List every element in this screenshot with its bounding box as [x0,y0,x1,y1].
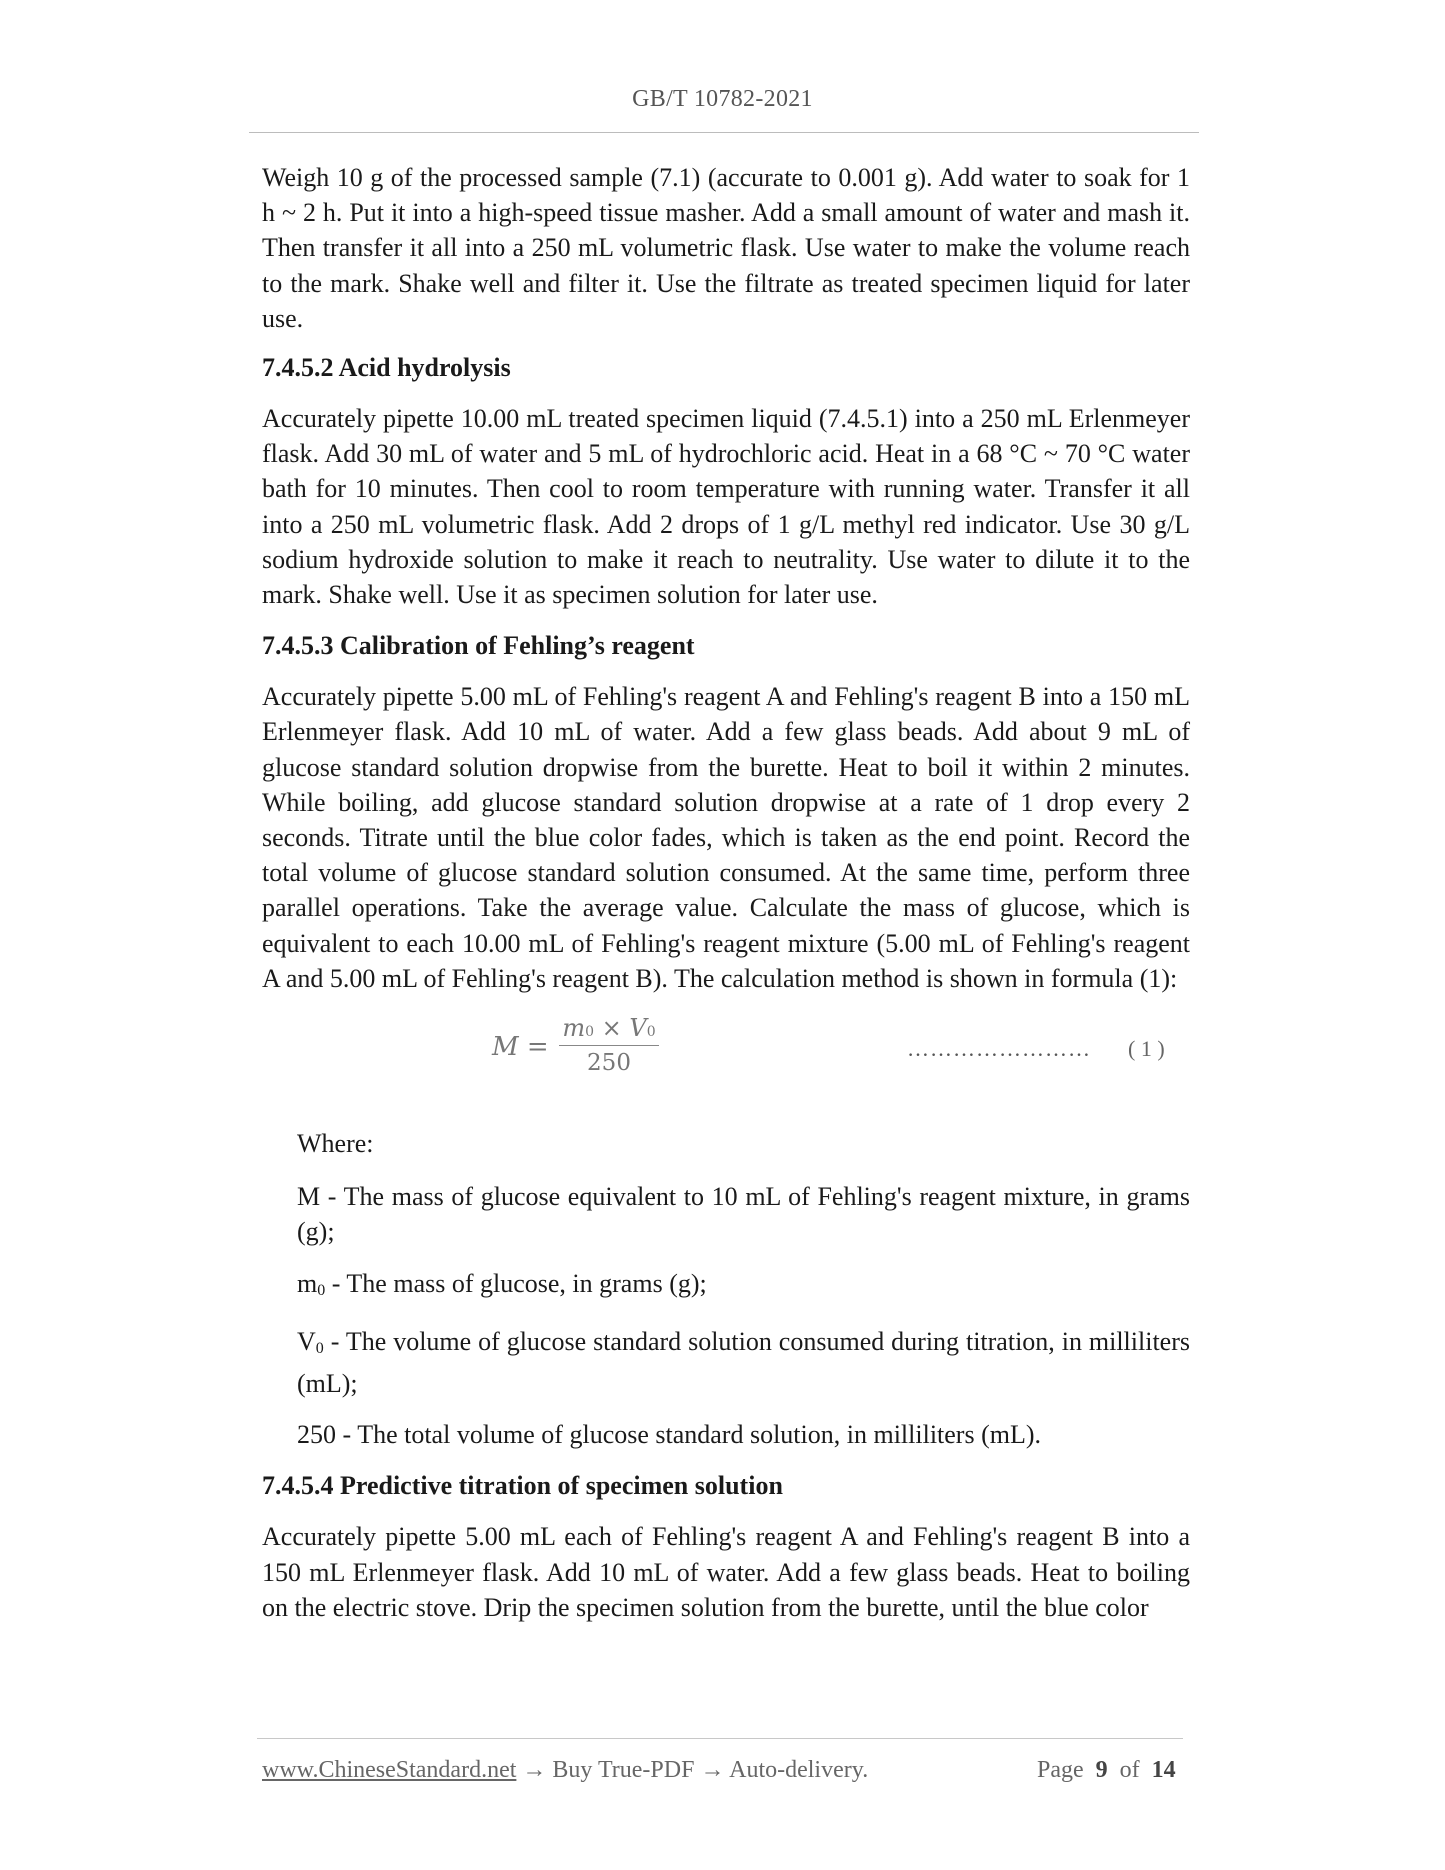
page-label: Page [1037,1757,1084,1783]
paragraph-acid-hydrolysis: Accurately pipette 10.00 mL treated specimen liquid (7.4.5.1) into a 250 mL Erlenmeyer flask. Add 30 mL of water and 5 mL of hydrochloric acid. Heat in a 68 °C ~ 70 °C water bath for 10 minutes. Then cool to room temperature with running water. Transfer it all into a 250 mL volumetric flask. Add 2 drops of 1 g/L methyl red indicator. Use 30 g/L sodium hydroxide solution to make it reach to neutrality. Use water to dilute it to the mark. Shake well. Use it as specimen solution for later use. [262,404,1190,610]
m0-subscript: 0 [317,1281,326,1299]
formula-lhs: M = [492,1032,549,1063]
formula-fraction [559,1014,659,1076]
formula-denominator: 250 [587,1050,631,1077]
definition-250: 250 - The total volume of glucose standard solution, in milliliters (mL). [297,1420,1042,1450]
paragraph-sample-treatment: Weigh 10 g of the processed sample (7.1) (accurate to 0.001 g). Add water to soak for 1 h ~ 2 h. Put it into a high-speed tissue masher. Add a small amount of water and mash it. Then transfer it all into a 250 mL volumetric flask. Use water to make the volume reach to the mark. Shake well and filter it. Use the filtrate as treated specimen liquid for later use. [262,163,1190,333]
formula-numerator [559,1014,659,1046]
heading-predictive-titration: 7.4.5.4 Predictive titration of specimen solution [262,1471,783,1501]
page-number: 9 [1095,1757,1108,1783]
v0-description: - The volume of glucose standard solution consumed during titration, in milliliters (mL); [297,1326,1190,1399]
formula-number: ( 1 ) [1128,1036,1165,1062]
page-content [262,160,1190,1625]
paragraph-predictive-titration: Accurately pipette 5.00 mL each of Fehling's reagent A and Fehling's reagent B into a 150 mL Erlenmeyer flask. Add 10 mL of water. Add a few glass beads. Heat to boiling on the electric stove. Drip the specimen solution from the burette, until the blue color [262,1522,1190,1622]
footer-promo-text: → Buy True-PDF → Auto-delivery. [516,1757,869,1783]
definition-m0 [262,1266,1190,1308]
paragraph-fehling-calibration: Accurately pipette 5.00 mL of Fehling's reagent A and Fehling's reagent B into a 150 mL Erlenmeyer flask. Add 10 mL of water. Add a few glass beads. Add about 9 mL of glucose standard solution dropwise from the burette. Heat to boil it within 2 minutes. While boiling, add glucose standard solution dropwise at a rate of 1 drop every 2 seconds. Titrate until the blue color fades, which is taken as the end point. Record the total volume of glucose standard solution consumed. At the same time, perform three parallel operations. Take the average value. Calculate the mass of glucose, which is equivalent to each 10.00 mL of Fehling's reagent mixture (5.00 mL of Fehling's reagent A and 5.00 mL of Fehling's reagent B). The calculation method is shown in formula (1): [262,682,1190,993]
document-header-id: GB/T 10782-2021 [632,86,813,112]
m0-symbol: m [297,1268,318,1298]
definition-M: M - The mass of glucose equivalent to 10 mL of Fehling's reagent mixture, in grams (g); [297,1182,1190,1247]
page-total: 14 [1151,1757,1176,1783]
formula-num-v-sub: 0 [646,1024,656,1041]
formula-times: × [594,1014,630,1043]
formula-num-m-sub: 0 [585,1024,595,1041]
footer-divider [257,1738,1183,1739]
page-indicator [1037,1757,1176,1784]
formula-1 [262,1012,1190,1112]
definition-V0 [262,1324,1190,1401]
formula-leader-dots: …………………… [907,1036,1091,1062]
where-label: Where: [297,1129,374,1159]
v0-subscript: 0 [315,1339,324,1357]
header-divider [249,132,1199,133]
v0-symbol: V [297,1326,316,1356]
of-label: of [1119,1757,1140,1783]
formula-num-m: m [562,1014,586,1043]
formula-num-v: V [629,1014,647,1043]
m0-description: - The mass of glucose, in grams (g); [325,1268,707,1298]
footer-promo [262,1757,868,1784]
footer-website-link[interactable]: www.ChineseStandard.net [262,1757,517,1783]
heading-acid-hydrolysis: 7.4.5.2 Acid hydrolysis [262,353,511,383]
heading-fehling-calibration: 7.4.5.3 Calibration of Fehling’s reagent [262,631,695,661]
